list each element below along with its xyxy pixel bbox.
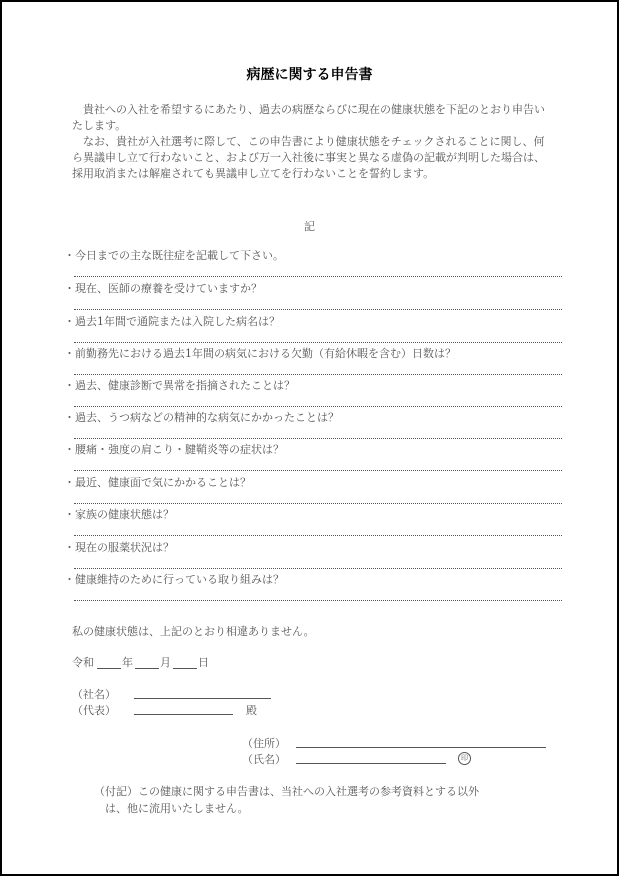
answer-line[interactable]: [74, 374, 562, 375]
question-item: [64, 541, 564, 555]
ki-heading: 記: [304, 220, 315, 233]
address-field[interactable]: [296, 747, 546, 748]
honorific-text: 殿: [246, 704, 257, 717]
question-text: ・過去、健康診断で異常を指摘されたことは？: [64, 379, 295, 392]
company-name-label: （社名）: [72, 688, 116, 701]
question-text: ・家族の健康状態は？: [64, 508, 174, 521]
intro-paragraph-2: なお、貴社が入社選考に際して、この申告書により健康状態をチェックされることに関し、何ら異議申し立て行わないこと、および万一入社後に事実と異なる虚偽の記載が判明した場合は、採用取消または解雇されても異議申し立てを行わないことを誓約します。: [72, 135, 545, 180]
address-label: （住所）: [242, 737, 286, 750]
answer-line[interactable]: [74, 438, 562, 439]
question-item: [64, 282, 564, 296]
question-text: ・今日までの主な既往症を記載して下さい。: [64, 249, 284, 262]
company-name-field[interactable]: [134, 698, 271, 699]
question-text: ・現在、医師の療養を受けていますか？: [64, 282, 262, 295]
question-item: [64, 379, 564, 393]
question-item: [64, 411, 564, 425]
question-item: [64, 443, 564, 457]
date-day-field[interactable]: [173, 668, 197, 669]
applicant-name-field[interactable]: [296, 763, 446, 764]
note-line-1: （付記）この健康に関する申告書は、当社への入社選考の参考資料とする以外: [94, 785, 479, 798]
date-month-field[interactable]: [135, 668, 159, 669]
question-text: ・過去、うつ病などの精神的な病気にかかったことは？: [64, 411, 339, 424]
answer-line[interactable]: [74, 276, 562, 277]
applicant-name-label: （氏名）: [242, 753, 286, 766]
date-era: 令和: [72, 656, 94, 669]
date-year-label: 年: [122, 656, 133, 669]
date-day-label: 日: [198, 656, 209, 669]
question-text: ・前勤務先における過去1年間の病気における欠勤（有給休暇を含む）日数は？: [64, 347, 456, 360]
note-line-2: は、他に流用いたしません。: [105, 802, 249, 815]
question-item: [64, 573, 564, 587]
answer-line[interactable]: [74, 342, 562, 343]
question-item: [64, 347, 564, 361]
answer-line[interactable]: [74, 406, 562, 407]
question-text: ・腰痛・強度の肩こり・腱鞘炎等の症状は？: [64, 443, 284, 456]
question-text: ・最近、健康面で気にかかることは？: [64, 476, 251, 489]
date-year-field[interactable]: [97, 668, 121, 669]
question-text: ・過去1年間で通院または入院した病名は？: [64, 315, 280, 328]
answer-line[interactable]: [74, 470, 562, 471]
answer-line[interactable]: [74, 568, 562, 569]
company-rep-field[interactable]: [134, 714, 233, 715]
answer-line[interactable]: [74, 600, 562, 601]
seal-mark: 印: [458, 752, 471, 765]
answer-line[interactable]: [74, 535, 562, 536]
company-rep-label: （代表）: [72, 704, 116, 717]
question-item: [64, 476, 564, 490]
answer-line[interactable]: [74, 503, 562, 504]
question-item: [64, 315, 564, 329]
note-text: [94, 783, 534, 817]
question-text: ・現在の服薬状況は？: [64, 541, 174, 554]
question-item: [64, 249, 564, 263]
date-month-label: 月: [160, 656, 171, 669]
question-item: [64, 508, 564, 522]
intro-paragraph-1: 貴社への入社を希望するにあたり、過去の病歴ならびに現在の健康状態を下記のとおり申告いたします。: [72, 103, 545, 132]
question-text: ・健康維持のために行っている取り組みは？: [64, 573, 284, 586]
declaration-text: 私の健康状態は、上記のとおり相違ありません。: [72, 625, 315, 638]
answer-line[interactable]: [74, 309, 562, 310]
page-title: 病歴に関する申告書: [246, 67, 373, 83]
